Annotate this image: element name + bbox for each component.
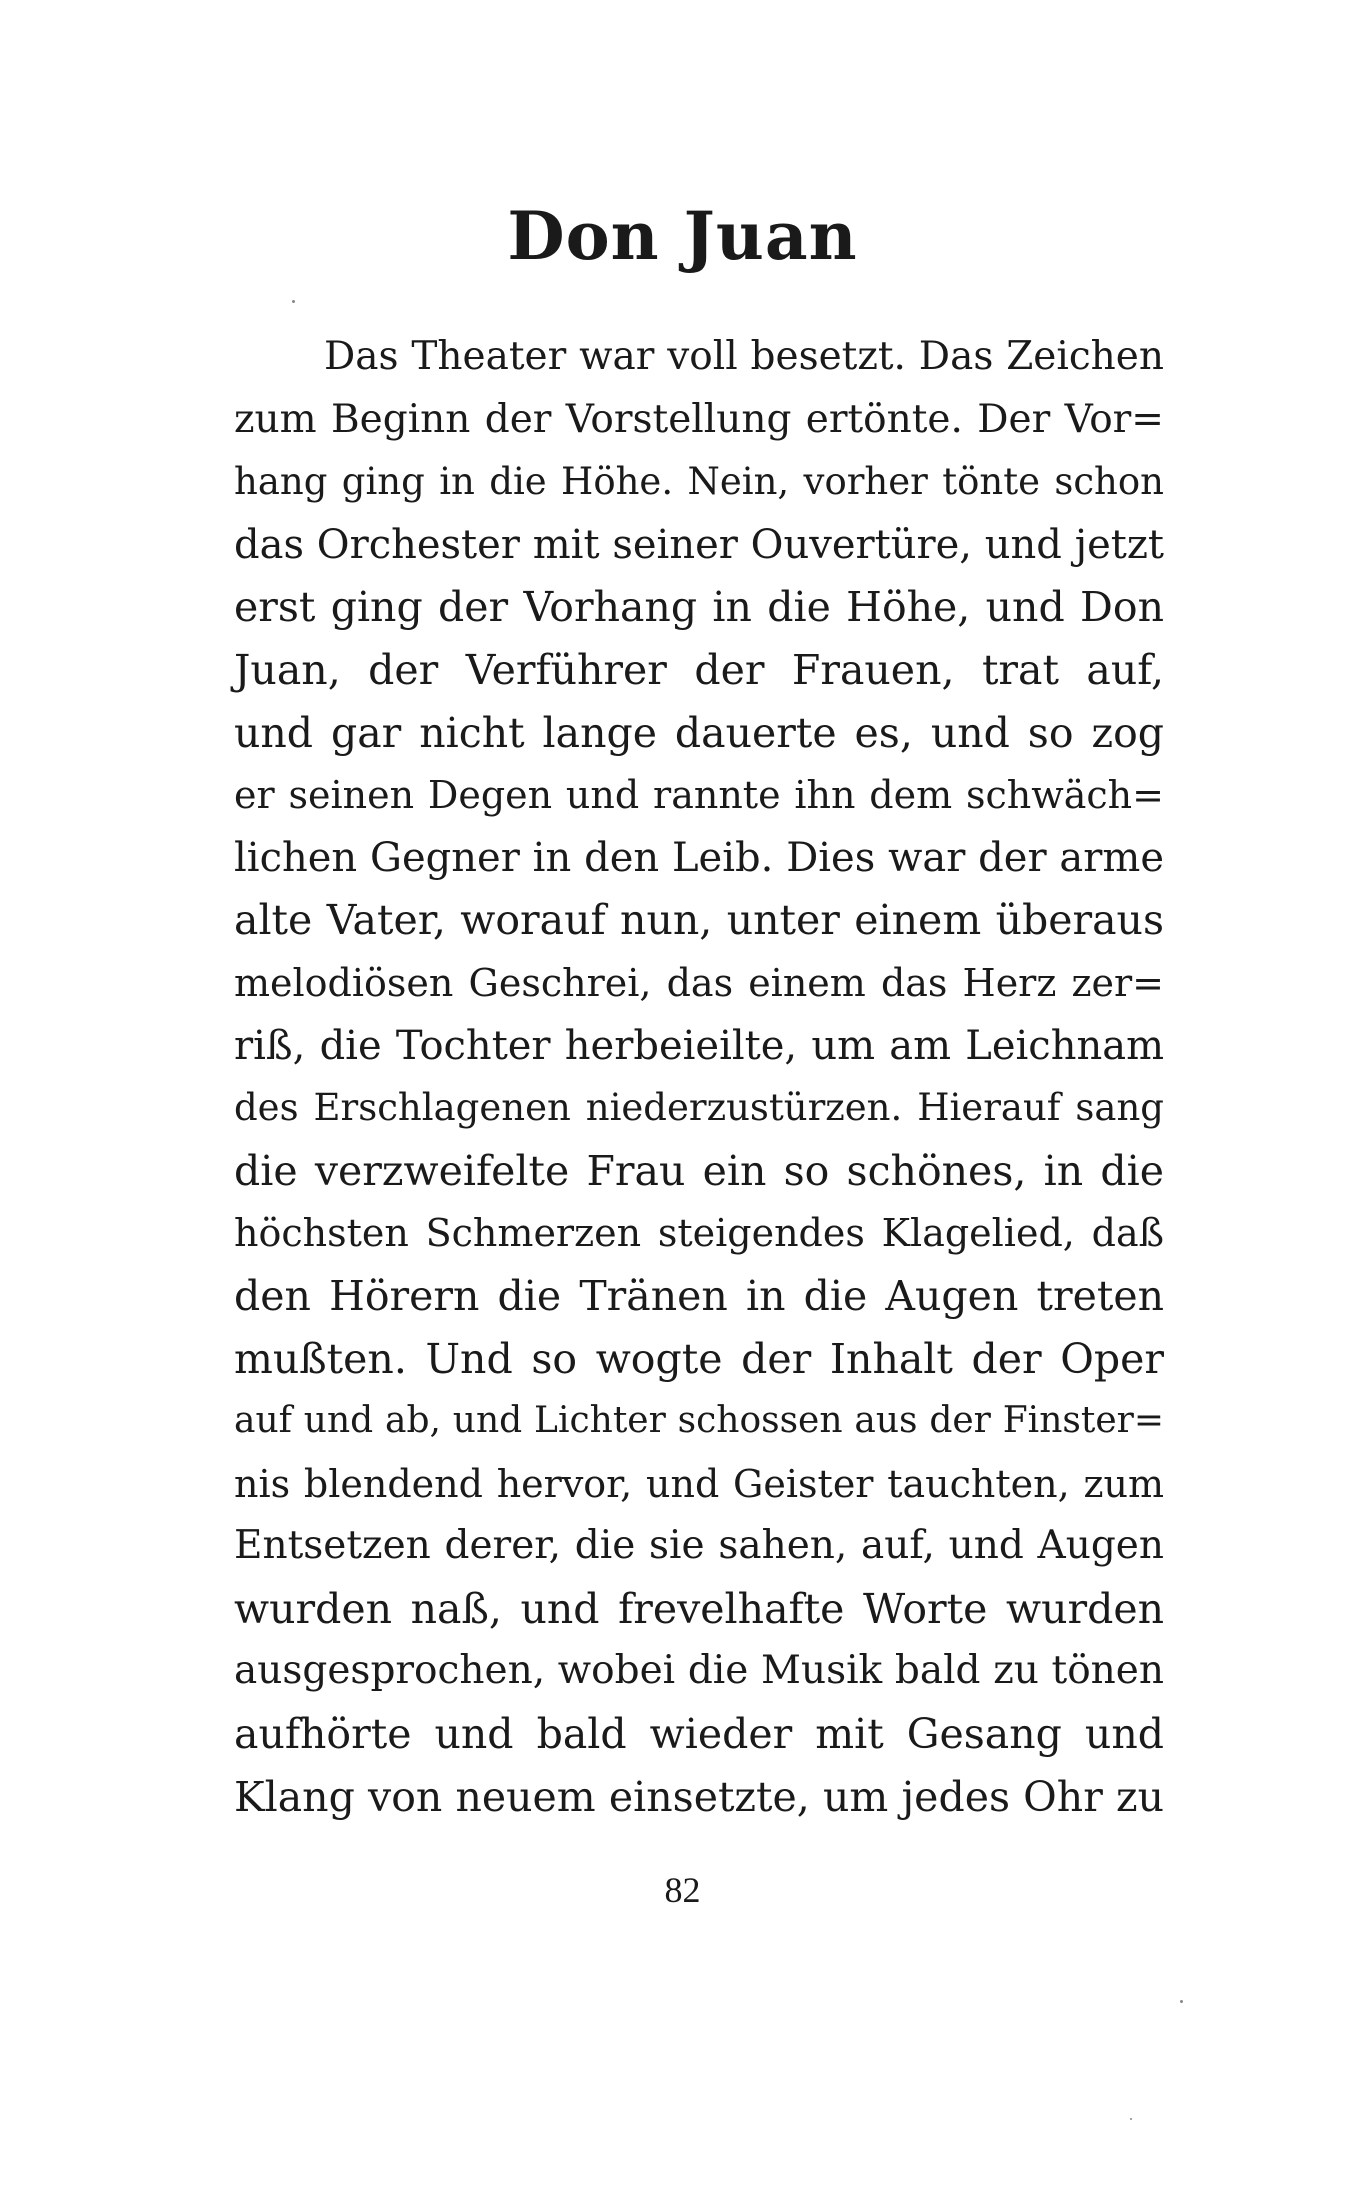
body-paragraph <box>234 326 1164 1828</box>
text-line: des Erschlagenen niederzustürzen. Hierauf sang <box>234 1086 1164 1130</box>
text-line: zum Beginn der Vorstellung ertönte. Der Vor= <box>234 396 1164 442</box>
text-line: alte Vater, worauf nun, unter einem überaus <box>234 896 1164 945</box>
text-line: Das Theater war voll besetzt. Das Zeichen <box>324 334 1164 379</box>
paper-speck <box>1180 2000 1183 2003</box>
text-line: das Orchester mit seiner Ouvertüre, und jetzt <box>234 521 1164 568</box>
page-number: 82 <box>664 1870 701 1910</box>
text-line: Klang von neuem einsetzte, um jedes Ohr zu <box>234 1772 1164 1821</box>
text-line: nis blendend hervor, und Geister tauchten, zum <box>234 1461 1164 1506</box>
text-line: er seinen Degen und rannte ihn dem schwäch= <box>234 773 1164 818</box>
paper-speck <box>292 300 295 303</box>
text-line: Juan, der Verführer der Frauen, trat auf, <box>234 645 1164 694</box>
text-line: die verzweifelte Frau ein so schönes, in die <box>234 1146 1164 1195</box>
text-line: und gar nicht lange dauerte es, und so zog <box>234 708 1164 757</box>
chapter-title: Don Juan <box>507 197 858 275</box>
text-line: mußten. Und so wogte der Inhalt der Oper <box>234 1334 1164 1383</box>
text-line: erst ging der Vorhang in die Höhe, und Don <box>234 583 1164 632</box>
text-line: riß, die Tochter herbeieilte, um am Leichnam <box>234 1022 1164 1069</box>
text-line: höchsten Schmerzen steigendes Klagelied, daß <box>234 1211 1164 1256</box>
text-line: lichen Gegner in den Leib. Dies war der arme <box>234 834 1164 881</box>
text-line: aufhörte und bald wieder mit Gesang und <box>234 1710 1164 1759</box>
text-line: Entsetzen derer, die sie sahen, auf, und Augen <box>234 1523 1164 1569</box>
text-line: melodiösen Geschrei, das einem das Herz zer= <box>234 960 1164 1005</box>
text-line: hang ging in die Höhe. Nein, vorher tönte schon <box>234 460 1164 504</box>
text-line: ausgesprochen, wobei die Musik bald zu tönen <box>234 1648 1164 1694</box>
paper-speck <box>1130 2118 1132 2120</box>
text-line: auf und ab, und Lichter schossen aus der Finster= <box>234 1400 1164 1442</box>
text-line: den Hörern die Tränen in die Augen treten <box>234 1271 1164 1320</box>
text-line: wurden naß, und frevelhafte Worte wurden <box>234 1584 1164 1633</box>
